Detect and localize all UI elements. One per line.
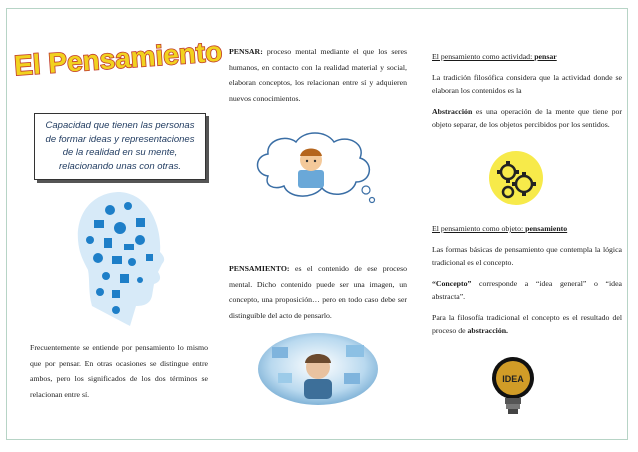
actividad-paragraph-1: La tradición filosófica considera que la actividad donde se elaboran los contenidos es la: [432, 73, 622, 95]
actividad-heading-prefix: El pensamiento como actividad:: [432, 52, 535, 61]
left-paragraph: [30, 340, 208, 402]
objeto-p3-text: Para la filosofía tradicional el concepto es el resultado del proceso de: [432, 313, 622, 335]
objeto-paragraph-1: Las formas básicas de pensamiento que contempla la lógica tradicional es el concepto.: [432, 245, 622, 267]
bulb-text: IDEA: [502, 374, 524, 384]
objeto-heading-strong: pensamiento: [525, 224, 568, 233]
definition-text: Capacidad que tienen las personas de formar ideas y representaciones de la realidad en su mente, relacionando unas con otras.: [45, 120, 195, 172]
actividad-heading-strong: pensar: [534, 52, 557, 61]
abstraccion-strong: abstracción.: [467, 326, 509, 335]
thinking-man-photo-image: [258, 333, 378, 405]
thinking-boy-cloud-image: [248, 126, 378, 206]
definition-box: [34, 113, 206, 180]
gears-icon: [486, 150, 546, 208]
objeto-paragraph-2: [432, 277, 622, 303]
idea-bulb-icon: [491, 356, 535, 418]
pensar-paragraph: [229, 44, 407, 106]
concepto-term: “Concepto”: [432, 279, 472, 288]
objeto-heading: [432, 222, 622, 235]
objeto-section: [432, 222, 622, 345]
pensar-section: [229, 44, 407, 106]
title-text: El Pensamiento: [13, 35, 224, 82]
concepto-text: corresponde a “idea general” o “idea abstracta”.: [432, 279, 622, 301]
pensamiento-section: [229, 261, 407, 323]
actividad-section: [432, 50, 622, 139]
page-title: [13, 26, 224, 86]
abstraccion-term: Abstracción: [432, 107, 473, 116]
pensamiento-text: es el contenido de ese proceso mental. Dicho contenido puede ser una imagen, un concepto, una proposición… pero en todo caso debe ser distinguible del acto de pensarlo.: [229, 264, 407, 320]
actividad-heading: [432, 50, 622, 63]
pensamiento-paragraph: [229, 261, 407, 323]
objeto-heading-prefix: El pensamiento como objeto:: [432, 224, 526, 233]
objeto-paragraph-3: [432, 311, 622, 337]
actividad-paragraph-2: [432, 105, 622, 131]
pensamiento-term: PENSAMIENTO:: [229, 264, 290, 273]
pensar-term: PENSAR:: [229, 47, 263, 56]
abstraccion-text: es una operación de la mente que tiene por objeto separar, de los objetos percibidos por los sentidos.: [432, 107, 622, 129]
left-paragraph-text: Frecuentemente se entiende por pensamiento lo mismo que por pensar. En otras ocasiones se distingue entre ambos, pero los significados de los dos términos se relacionan entre sí.: [30, 343, 208, 399]
brain-head-icons-image: [70, 188, 174, 328]
pensar-text: proceso mental mediante el que los seres humanos, en contacto con la realidad material y social, elaboran conceptos, los relacionan entre sí y adquieren nuevos conocimientos.: [229, 47, 407, 103]
